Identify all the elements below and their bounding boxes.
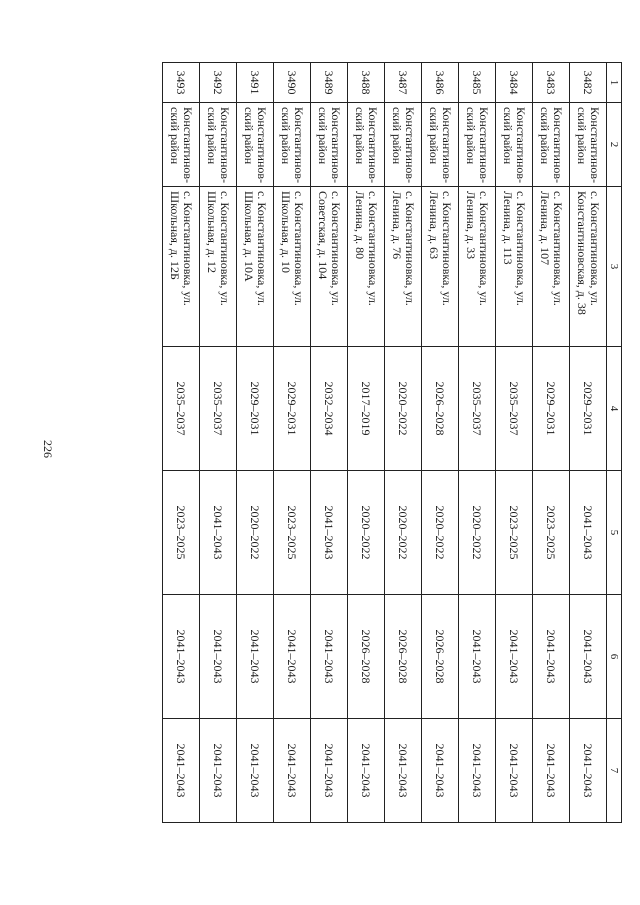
district-cell: Константинов-ский район	[385, 103, 422, 187]
district-cell: Константинов-ский район	[237, 103, 274, 187]
table-row	[163, 63, 200, 823]
period-cell: 2041–2043	[496, 719, 533, 823]
period-cell: 2041–2043	[163, 595, 200, 719]
address-cell: с. Константиновка, ул. Школьная, д. 12Б	[163, 187, 200, 347]
period-cell: 2020–2022	[459, 471, 496, 595]
row-number-cell: 3489	[311, 63, 348, 103]
column-number: 2	[607, 103, 622, 187]
table-row	[348, 63, 385, 823]
period-cell: 2041–2043	[311, 719, 348, 823]
period-cell: 2041–2043	[422, 719, 459, 823]
column-number: 4	[607, 347, 622, 471]
period-cell: 2035–2037	[459, 347, 496, 471]
period-cell: 2020–2022	[422, 471, 459, 595]
period-cell: 2017–2019	[348, 347, 385, 471]
period-cell: 2035–2037	[163, 347, 200, 471]
column-number: 3	[607, 187, 622, 347]
period-cell: 2041–2043	[570, 595, 607, 719]
period-cell: 2041–2043	[200, 471, 237, 595]
column-number: 1	[607, 63, 622, 103]
table-row	[274, 63, 311, 823]
table-row	[311, 63, 348, 823]
period-cell: 2041–2043	[496, 595, 533, 719]
district-cell: Константинов-ский район	[163, 103, 200, 187]
district-cell: Константинов-ский район	[311, 103, 348, 187]
district-cell: Константинов-ский район	[459, 103, 496, 187]
period-cell: 2041–2043	[533, 719, 570, 823]
period-cell: 2041–2043	[200, 719, 237, 823]
address-cell: с. Константиновка, ул. Школьная, д. 12	[200, 187, 237, 347]
district-cell: Константинов-ский район	[496, 103, 533, 187]
table-row	[533, 63, 570, 823]
period-cell: 2026–2028	[348, 595, 385, 719]
address-cell: с. Константиновка, ул. Константиновская, д. 38	[570, 187, 607, 347]
table-row	[570, 63, 607, 823]
period-cell: 2041–2043	[570, 471, 607, 595]
address-cell: с. Константиновка, ул. Школьная, д. 10	[274, 187, 311, 347]
period-cell: 2026–2028	[422, 347, 459, 471]
period-cell: 2020–2022	[385, 347, 422, 471]
period-cell: 2026–2028	[385, 595, 422, 719]
table-row	[422, 63, 459, 823]
table-row	[496, 63, 533, 823]
period-cell: 2032–2034	[311, 347, 348, 471]
row-number-cell: 3490	[274, 63, 311, 103]
period-cell: 2041–2043	[274, 719, 311, 823]
column-number: 5	[607, 471, 622, 595]
row-number-cell: 3493	[163, 63, 200, 103]
period-cell: 2041–2043	[237, 719, 274, 823]
period-cell: 2029–2031	[570, 347, 607, 471]
period-cell: 2026–2028	[422, 595, 459, 719]
address-cell: с. Константиновка, ул. Ленина, д. 107	[533, 187, 570, 347]
row-number-cell: 3482	[570, 63, 607, 103]
period-cell: 2041–2043	[348, 719, 385, 823]
period-cell: 2029–2031	[274, 347, 311, 471]
address-cell: с. Константиновка, ул. Школьная, д. 10А	[237, 187, 274, 347]
register-table	[162, 62, 622, 823]
district-cell: Константинов-ский район	[533, 103, 570, 187]
period-cell: 2020–2022	[348, 471, 385, 595]
row-number-cell: 3492	[200, 63, 237, 103]
period-cell: 2041–2043	[570, 719, 607, 823]
row-number-cell: 3484	[496, 63, 533, 103]
period-cell: 2029–2031	[533, 347, 570, 471]
page-number: 226	[41, 440, 55, 458]
period-cell: 2035–2037	[200, 347, 237, 471]
period-cell: 2041–2043	[163, 719, 200, 823]
rotated-table-container	[114, 62, 622, 822]
address-cell: с. Константиновка, ул. Ленина, д. 80	[348, 187, 385, 347]
row-number-cell: 3485	[459, 63, 496, 103]
period-cell: 2041–2043	[237, 595, 274, 719]
period-cell: 2023–2025	[496, 471, 533, 595]
period-cell: 2023–2025	[533, 471, 570, 595]
period-cell: 2041–2043	[311, 471, 348, 595]
period-cell: 2035–2037	[496, 347, 533, 471]
period-cell: 2020–2022	[385, 471, 422, 595]
address-cell: с. Константиновка, ул. Ленина, д. 63	[422, 187, 459, 347]
table-row	[237, 63, 274, 823]
row-number-cell: 3486	[422, 63, 459, 103]
table-row	[459, 63, 496, 823]
period-cell: 2041–2043	[311, 595, 348, 719]
period-cell: 2041–2043	[459, 719, 496, 823]
period-cell: 2029–2031	[237, 347, 274, 471]
table-row	[200, 63, 237, 823]
period-cell: 2041–2043	[274, 595, 311, 719]
district-cell: Константинов-ский район	[422, 103, 459, 187]
district-cell: Константинов-ский район	[348, 103, 385, 187]
column-number: 6	[607, 595, 622, 719]
row-number-cell: 3491	[237, 63, 274, 103]
row-number-cell: 3483	[533, 63, 570, 103]
period-cell: 2041–2043	[385, 719, 422, 823]
address-cell: с. Константиновка, ул. Ленина, д. 76	[385, 187, 422, 347]
address-cell: с. Константиновка, ул. Советская, д. 104	[311, 187, 348, 347]
row-number-cell: 3488	[348, 63, 385, 103]
table-row	[385, 63, 422, 823]
period-cell: 2023–2025	[163, 471, 200, 595]
column-number-row	[607, 63, 622, 823]
district-cell: Константинов-ский район	[274, 103, 311, 187]
period-cell: 2023–2025	[274, 471, 311, 595]
address-cell: с. Константиновка, ул. Ленина, д. 113	[496, 187, 533, 347]
address-cell: с. Константиновка, ул. Ленина, д. 33	[459, 187, 496, 347]
column-number: 7	[607, 719, 622, 823]
period-cell: 2041–2043	[200, 595, 237, 719]
district-cell: Константинов-ский район	[570, 103, 607, 187]
row-number-cell: 3487	[385, 63, 422, 103]
district-cell: Константинов-ский район	[200, 103, 237, 187]
period-cell: 2020–2022	[237, 471, 274, 595]
period-cell: 2041–2043	[459, 595, 496, 719]
period-cell: 2041–2043	[533, 595, 570, 719]
